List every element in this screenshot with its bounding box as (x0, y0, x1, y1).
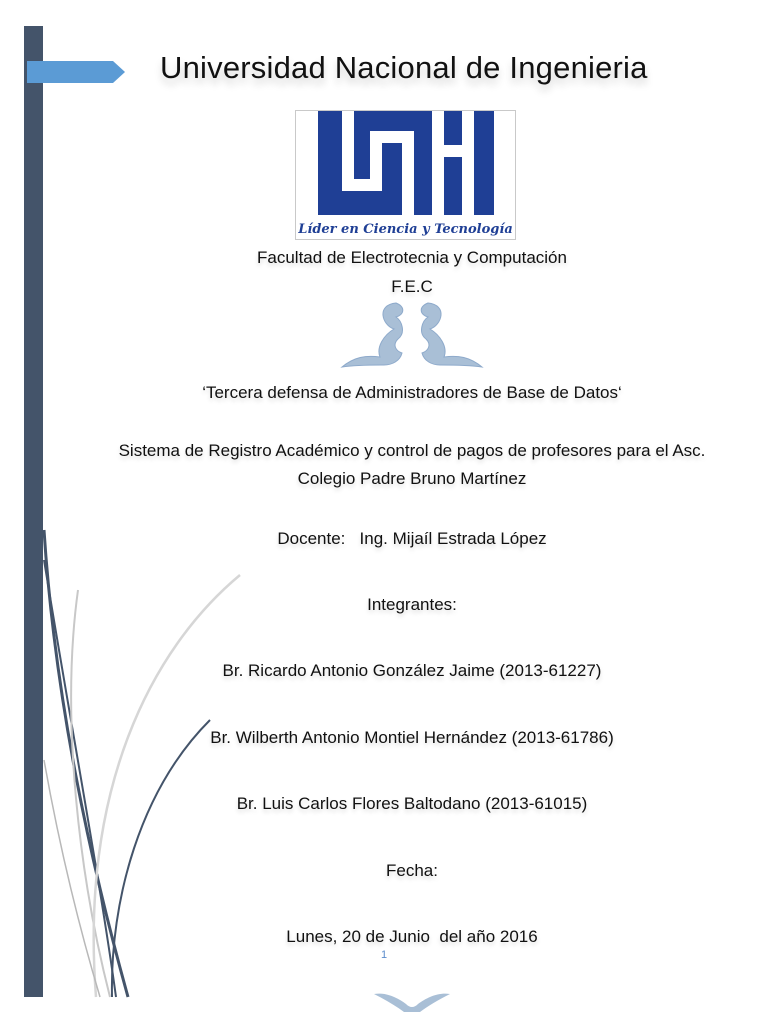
page-title: Universidad Nacional de Ingenieria (160, 50, 648, 85)
university-logo (295, 110, 516, 240)
logo-motto: Líder en Ciencia y Tecnología (298, 222, 513, 237)
title-arrow-icon (27, 61, 125, 83)
member-3: Br. Luis Carlos Flores Baltodano (2013-61015) (236, 794, 588, 813)
faculty-abbreviation: F.E.C (391, 277, 433, 296)
fleur-ornament-icon (336, 295, 488, 373)
project-title-line1: Sistema de Registro Académico y control de pagos de profesores para el Asc. (118, 441, 706, 460)
date-label: Fecha: (386, 861, 438, 880)
sidebar-bar (24, 26, 43, 997)
member-2: Br. Wilberth Antonio Montiel Hernández (2013-61786) (210, 728, 614, 747)
member-1: Br. Ricardo Antonio González Jaime (2013-61227) (222, 661, 602, 680)
date: Lunes, 20 de Junio del año 2016 (286, 927, 538, 946)
defense-title: ‘Tercera defensa de Administradores de Base de Datos‘ (202, 383, 622, 402)
members-label: Integrantes: (367, 595, 457, 614)
uni-logo-icon (296, 111, 515, 217)
page-number: 1 (380, 949, 388, 961)
bottom-ornament-icon (372, 990, 452, 1014)
faculty-name: Facultad de Electrotecnia y Computación (257, 248, 567, 267)
teacher: Docente: Ing. Mijaíl Estrada López (277, 529, 547, 548)
project-title-line2: Colegio Padre Bruno Martínez (297, 469, 527, 488)
